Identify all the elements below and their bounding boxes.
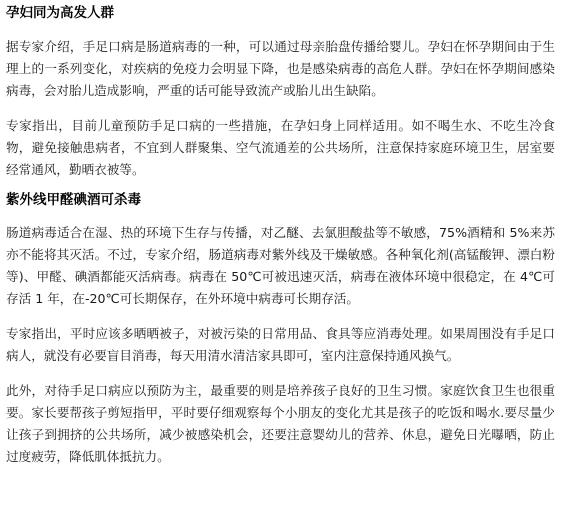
paragraph-prevention-measures: 专家指出，目前儿童预防手足口病的一些措施，在孕妇身上同样适用。如不喝生水、不吃生冷食物，避免接触患病者，不宜到人群聚集、空气流通差的公共场所，注意保持家庭环境卫生，居室要经常通风，勤晒衣被等。 bbox=[6, 118, 555, 177]
paragraph-expert-intro: 据专家介绍，手足口病是肠道病毒的一种，可以通过母亲胎盘传播给婴儿。孕妇在怀孕期间由于生理上的一系列变化，对疾病的免疫力会明显下降，也是感染病毒的高危人群。孕妇在怀孕期间感染病毒，会对胎儿造成影响，严重的话可能导致流产或胎儿出生缺陷。 bbox=[6, 39, 555, 98]
section-heading-pregnant-women: 孕妇同为高发人群 bbox=[6, 5, 114, 21]
paragraph-virus-survival: 肠道病毒适合在湿、热的环境下生存与传播，对乙醚、去氯胆酸盐等不敏感，75%酒精和 5%来苏亦不能将其灭活。不过，专家介绍，肠道病毒对紫外线及干燥敏感。各种氧化剂(高锰酸钾、漂白粉等)、甲醛、碘酒都能灭活病毒。病毒在 50℃可被迅速灭活，病毒在液体环境中很稳定，在 4℃可存活 1 年，在-20℃可长期保存，在外环境中病毒可长期存活。 bbox=[6, 225, 555, 306]
paragraph-hygiene-habits: 此外，对待手足口病应以预防为主，最重要的则是培养孩子良好的卫生习惯。家庭饮食卫生也很重要。家长要帮孩子剪短指甲，平时要仔细观察每个小朋友的变化尤其是孩子的吃饭和喝水.要尽量少让孩子到拥挤的公共场所，减少被感染机会，还要注意婴幼儿的营养、休息，避免日光曝晒，防止过度疲劳，降低肌体抵抗力。 bbox=[6, 383, 555, 464]
paragraph-daily-disinfection: 专家指出，平时应该多晒晒被子，对被污染的日常用品、食具等应消毒处理。如果周围没有手足口病人，就没有必要盲目消毒，每天用清水清洁家具即可，室内注意保持通风换气。 bbox=[6, 326, 555, 363]
section-heading-disinfection: 紫外线甲醛碘酒可杀毒 bbox=[6, 192, 141, 208]
